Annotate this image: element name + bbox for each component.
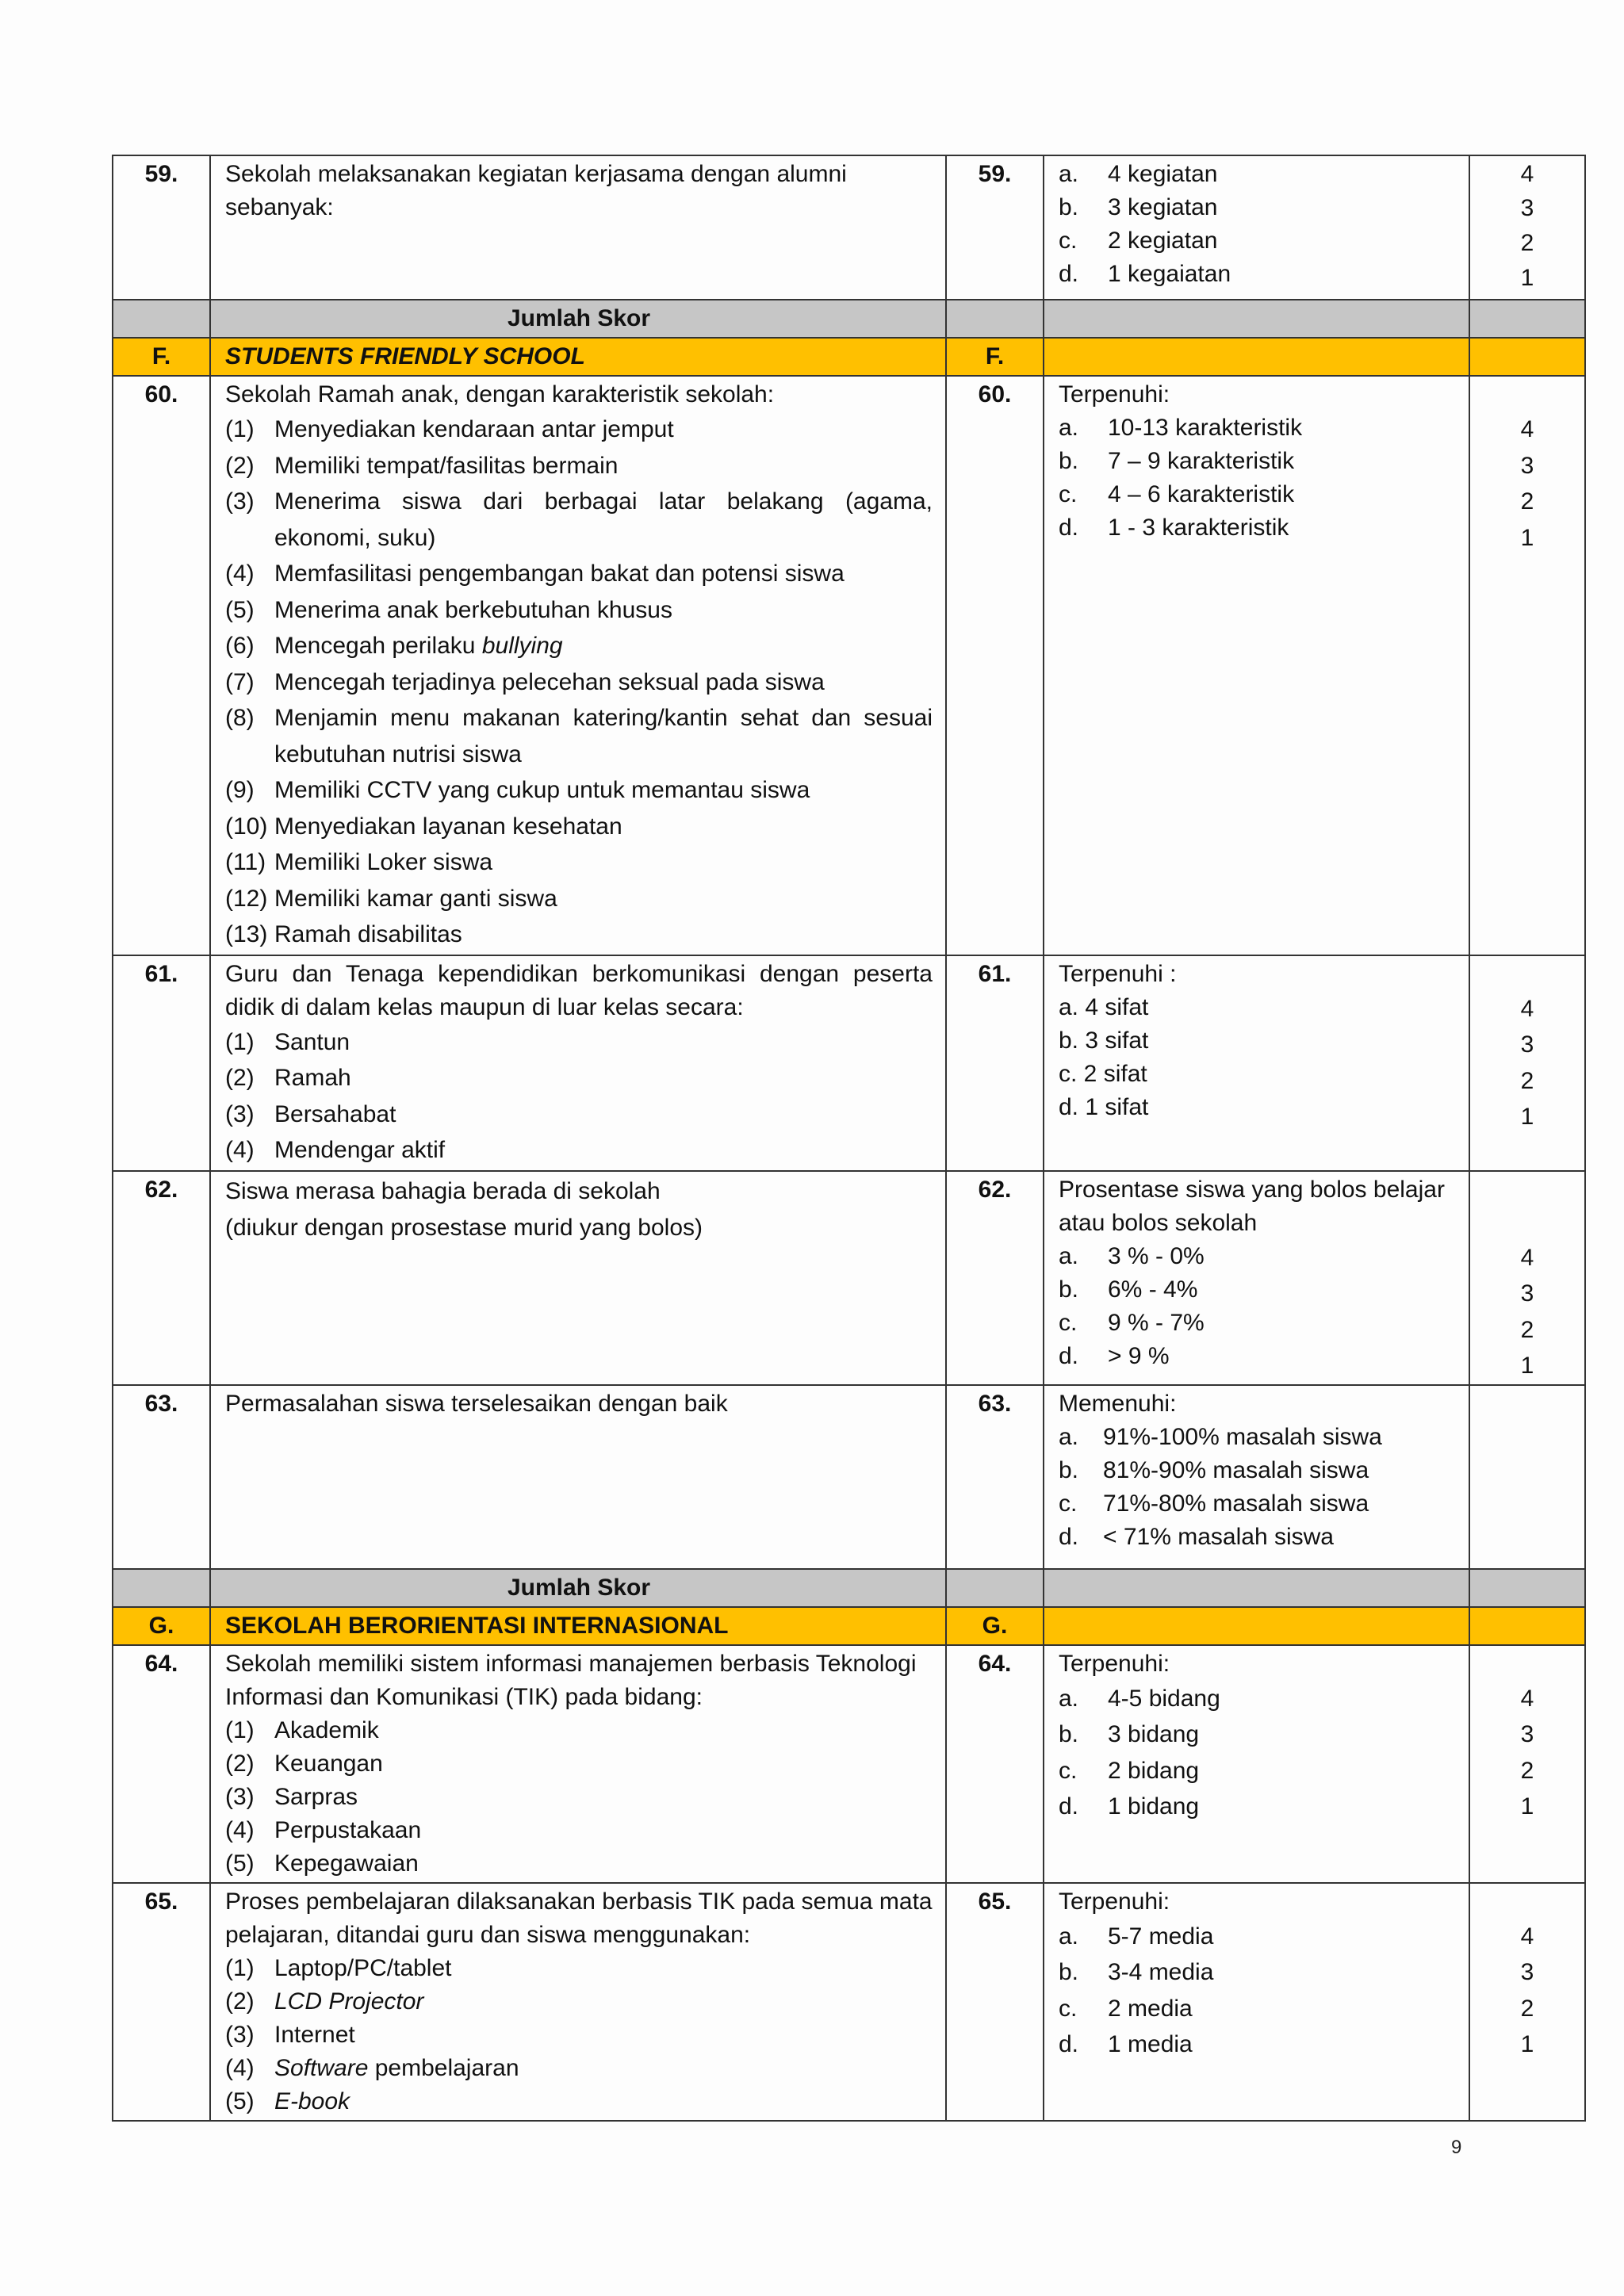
item-scores (1469, 1171, 1585, 1385)
option-text: 4 kegiatan (1108, 161, 1218, 187)
score-value: 4 (1520, 995, 1534, 1022)
item-index: (7) (225, 668, 255, 695)
item-index: (8) (225, 705, 255, 731)
table-row (113, 1171, 1585, 1385)
question-text: Siswa merasa bahagia berada di sekolah (225, 1177, 661, 1204)
list-item (225, 2085, 933, 2118)
item-number-ref: 60. (946, 376, 1044, 955)
item-number-ref: 61. (946, 955, 1044, 1171)
section-row (113, 338, 1585, 376)
option-item (1059, 1240, 1456, 1273)
item-text: Mencegah terjadinya pelecehan seksual pada siswa (274, 668, 825, 695)
score-value: 4 (1520, 161, 1534, 187)
score-value: 3 (1520, 1280, 1534, 1307)
option-item (1059, 1954, 1456, 1991)
list-item (225, 411, 933, 448)
item-index: (12) (225, 885, 268, 912)
item-question (210, 155, 946, 300)
item-text: Akademik (274, 1716, 379, 1743)
list-item (225, 1847, 933, 1881)
item-text: Menyediakan layanan kesehatan (274, 813, 622, 840)
option-text: 1 bidang (1108, 1793, 1200, 1820)
question-text: Sekolah melaksanakan kegiatan kerjasama dengan alumni sebanyak: (225, 161, 847, 220)
item-question (210, 1645, 946, 1883)
item-options (1044, 1645, 1469, 1883)
option-text: 10-13 karakteristik (1108, 415, 1303, 441)
options-list (1059, 1681, 1456, 1825)
item-text: Kepegawaian (274, 1850, 419, 1877)
list-item (225, 592, 933, 629)
option-letter: b. (1059, 1276, 1079, 1303)
score-value: 4 (1520, 416, 1534, 442)
list-item (225, 1781, 933, 1814)
section-letter-ref: F. (946, 338, 1044, 376)
list-item (225, 1747, 933, 1781)
option-item (1059, 411, 1456, 445)
option-letter: c. (1059, 228, 1078, 254)
list-item (225, 1814, 933, 1847)
item-text: Internet (274, 2021, 355, 2048)
option-letter: b. (1059, 448, 1079, 474)
list-item (225, 556, 933, 592)
item-scores (1469, 955, 1585, 1171)
option-letter: c. (1059, 1995, 1078, 2022)
item-question (210, 1385, 946, 1569)
section-row (113, 1607, 1585, 1645)
score-value: 2 (1520, 1995, 1534, 2022)
question-text: Permasalahan siswa terselesaikan dengan baik (225, 1390, 728, 1417)
item-question (210, 376, 946, 955)
criteria-text: Terpenuhi: (1059, 381, 1170, 408)
option-item (1059, 1716, 1456, 1753)
fields-list (225, 1714, 933, 1881)
table-row (113, 376, 1585, 955)
item-question (210, 1171, 946, 1385)
criteria-table (112, 155, 1586, 2122)
option-letter: a. (1059, 1242, 1079, 1269)
item-options (1044, 955, 1469, 1171)
item-text: Laptop/PC/tablet (274, 1954, 452, 1981)
score-value: 1 (1520, 1793, 1534, 1820)
option-text: 3 kegiatan (1108, 194, 1218, 220)
question-text: Proses pembelajaran dilaksanakan berbasis TIK pada semua mata pelajaran, ditandai guru dan siswa menggunakan: (225, 1888, 933, 1948)
item-text: LCD Projector (274, 1988, 424, 2015)
list-item (225, 1024, 933, 1061)
score-value: 3 (1520, 452, 1534, 479)
item-index: (1) (225, 1954, 255, 1981)
table-row (113, 955, 1585, 1171)
item-text: Ramah disabilitas (274, 921, 462, 947)
question-text: Sekolah memiliki sistem informasi manajemen berbasis Teknologi Informasi dan Komunikasi (TIK) pada bidang: (225, 1650, 917, 1710)
score-value: 1 (1520, 524, 1534, 551)
option-item (1059, 478, 1456, 511)
option-item (1059, 511, 1456, 545)
option-letter: d. (1059, 1523, 1079, 1550)
option-text: > 9 % (1108, 1342, 1170, 1369)
option-letter: b. (1059, 1959, 1079, 1985)
item-index: (3) (225, 1100, 255, 1127)
list-item (225, 1714, 933, 1747)
score-value: 2 (1520, 488, 1534, 515)
section-title: SEKOLAH BERORIENTASI INTERNASIONAL (210, 1607, 946, 1645)
option-text: 2 bidang (1108, 1757, 1200, 1784)
item-index: (1) (225, 1028, 255, 1055)
item-text: Memfasilitasi pengembangan bakat dan potensi siswa (274, 561, 845, 587)
option-item (1059, 1681, 1456, 1717)
sum-label: Jumlah Skor (210, 1569, 946, 1607)
item-index: (2) (225, 1988, 255, 2015)
option-item (1059, 2026, 1456, 2063)
option-item (1059, 1307, 1456, 1340)
option-item (1059, 1273, 1456, 1307)
option-letter: d. (1059, 515, 1079, 541)
item-text: Memiliki tempat/fasilitas bermain (274, 452, 619, 479)
list-item (225, 809, 933, 845)
list-item (225, 844, 933, 881)
option-item (1059, 258, 1456, 291)
item-index: (11) (225, 849, 266, 875)
item-number: 60. (113, 376, 210, 955)
item-index: (5) (225, 1850, 255, 1877)
option-letter: d. (1059, 1342, 1079, 1369)
option-item (1059, 1991, 1456, 2027)
item-scores (1469, 1883, 1585, 2121)
item-text: Keuangan (274, 1750, 383, 1777)
option-letter: d. (1059, 1793, 1079, 1820)
item-number-ref: 62. (946, 1171, 1044, 1385)
item-index: (3) (225, 1783, 255, 1810)
options-list (1059, 158, 1456, 291)
score-value: 1 (1520, 1104, 1534, 1130)
option-text: 1 kegaiatan (1108, 261, 1231, 287)
option-text: 9 % - 7% (1108, 1309, 1205, 1336)
item-question (210, 955, 946, 1171)
item-text: Mendengar aktif (274, 1137, 446, 1163)
question-note: (diukur dengan prosestase murid yang bolos) (225, 1214, 703, 1241)
score-value: 3 (1520, 1721, 1534, 1747)
characteristics-list (225, 411, 933, 953)
item-options (1044, 1385, 1469, 1569)
item-text: Mencegah perilaku bullying (274, 633, 563, 659)
item-index: (9) (225, 777, 255, 803)
option-item (1059, 1340, 1456, 1373)
item-number: 64. (113, 1645, 210, 1883)
item-index: (2) (225, 1750, 255, 1777)
option-text: 6% - 4% (1108, 1276, 1198, 1303)
score-value: 2 (1520, 1067, 1534, 1094)
option-item (1059, 1789, 1456, 1825)
sum-row (113, 1569, 1585, 1607)
option-text: 5-7 media (1108, 1923, 1214, 1950)
item-index: (4) (225, 1137, 255, 1163)
item-scores (1469, 1385, 1585, 1569)
item-text: Perpustakaan (274, 1816, 422, 1843)
option-item: c. 2 sifat (1059, 1060, 1147, 1087)
option-letter: b. (1059, 1721, 1079, 1747)
item-text: Bersahabat (274, 1100, 396, 1127)
score-value: 2 (1520, 230, 1534, 256)
option-item: d. 1 sifat (1059, 1093, 1149, 1120)
item-text: Memiliki CCTV yang cukup untuk memantau siswa (274, 777, 810, 803)
score-value: 1 (1520, 1353, 1534, 1379)
option-text: 7 – 9 karakteristik (1108, 448, 1295, 474)
options-list (1059, 1919, 1456, 2063)
item-options (1044, 376, 1469, 955)
option-item: a. 4 sifat (1059, 993, 1149, 1020)
option-letter: d. (1059, 261, 1079, 287)
option-text: 3 % - 0% (1108, 1242, 1205, 1269)
item-index: (1) (225, 416, 255, 442)
item-index: (3) (225, 2021, 255, 2048)
item-text: E-book (274, 2087, 350, 2114)
table-row (113, 1385, 1585, 1569)
score-value: 2 (1520, 1316, 1534, 1343)
item-index: (4) (225, 1816, 255, 1843)
option-item (1059, 224, 1456, 258)
option-item (1059, 1421, 1456, 1454)
list-item (225, 772, 933, 809)
list-item (225, 700, 933, 772)
option-item: b. 3 sifat (1059, 1027, 1149, 1054)
list-item (225, 1132, 933, 1169)
item-number: 59. (113, 155, 210, 300)
option-text: 91%-100% masalah siswa (1103, 1423, 1382, 1450)
criteria-text: Terpenuhi: (1059, 1650, 1170, 1677)
item-index: (1) (225, 1716, 255, 1743)
list-item (225, 1985, 933, 2019)
criteria-text: Terpenuhi : (1059, 960, 1177, 987)
item-text: Menyediakan kendaraan antar jemput (274, 416, 674, 442)
option-letter: a. (1059, 1685, 1079, 1712)
option-letter: a. (1059, 1923, 1079, 1950)
criteria-text: Prosentase siswa yang bolos belajar atau bolos sekolah (1059, 1176, 1445, 1236)
item-index: (5) (225, 2087, 255, 2114)
option-text: 71%-80% masalah siswa (1103, 1490, 1369, 1517)
score-value: 3 (1520, 1031, 1534, 1058)
option-letter: d. (1059, 2031, 1079, 2057)
options-list (1059, 1421, 1456, 1554)
item-options (1044, 1883, 1469, 2121)
item-question (210, 1883, 946, 2121)
item-index: (6) (225, 633, 255, 659)
item-scores (1469, 1645, 1585, 1883)
item-index: (5) (225, 596, 255, 623)
table-row (113, 1645, 1585, 1883)
list-item (225, 448, 933, 484)
score-value: 4 (1520, 1923, 1534, 1950)
item-text: Sarpras (274, 1783, 358, 1810)
item-text: Menerima anak berkebutuhan khusus (274, 596, 672, 623)
item-number-ref: 63. (946, 1385, 1044, 1569)
item-index: (4) (225, 561, 255, 587)
list-item (225, 2052, 933, 2085)
item-index: (3) (225, 488, 255, 515)
question-text: Guru dan Tenaga kependidikan berkomunikasi dengan peserta didik di dalam kelas maupun di luar kelas secara: (225, 960, 933, 1020)
item-text: Memiliki Loker siswa (274, 849, 493, 875)
item-text: Menjamin menu makanan katering/kantin sehat dan sesuai kebutuhan nutrisi siswa (274, 705, 933, 767)
option-letter: b. (1059, 1456, 1079, 1483)
item-number-ref: 64. (946, 1645, 1044, 1883)
option-item (1059, 191, 1456, 224)
criteria-text: Memenuhi: (1059, 1390, 1177, 1417)
item-scores (1469, 155, 1585, 300)
item-text: Ramah (274, 1065, 351, 1091)
score-value: 3 (1520, 195, 1534, 221)
item-number-ref: 59. (946, 155, 1044, 300)
list-item (225, 881, 933, 917)
item-options (1044, 155, 1469, 300)
item-index: (2) (225, 1065, 255, 1091)
section-letter: G. (113, 1607, 210, 1645)
item-index: (4) (225, 2054, 255, 2081)
list-item (225, 1096, 933, 1133)
item-options (1044, 1171, 1469, 1385)
score-value: 3 (1520, 1959, 1534, 1985)
list-item (225, 2019, 933, 2052)
option-text: 1 - 3 karakteristik (1108, 515, 1289, 541)
sum-label: Jumlah Skor (210, 300, 946, 338)
option-text: < 71% masalah siswa (1103, 1523, 1334, 1550)
item-text: Software pembelajaran (274, 2054, 519, 2081)
option-letter: b. (1059, 194, 1079, 220)
option-item (1059, 1487, 1456, 1521)
list-item (225, 484, 933, 556)
option-letter: c. (1059, 481, 1078, 507)
option-letter: c. (1059, 1309, 1078, 1336)
criteria-text: Terpenuhi: (1059, 1888, 1170, 1915)
section-letter: F. (113, 338, 210, 376)
option-text: 3-4 media (1108, 1959, 1214, 1985)
option-item (1059, 445, 1456, 478)
option-letter: c. (1059, 1757, 1078, 1784)
option-letter: a. (1059, 415, 1079, 441)
list-item (225, 628, 933, 664)
list-item (225, 916, 933, 953)
item-number: 61. (113, 955, 210, 1171)
item-text: Menerima siswa dari berbagai latar belakang (agama, ekonomi, suku) (274, 488, 933, 551)
table-row (113, 155, 1585, 300)
options-list (1059, 411, 1456, 545)
item-index: (13) (225, 921, 268, 947)
option-item (1059, 158, 1456, 191)
option-item (1059, 1454, 1456, 1487)
option-text: 2 media (1108, 1995, 1193, 2022)
score-value: 2 (1520, 1757, 1534, 1784)
option-text: 2 kegiatan (1108, 228, 1218, 254)
option-item (1059, 1521, 1456, 1554)
item-scores (1469, 376, 1585, 955)
item-number-ref: 65. (946, 1883, 1044, 2121)
item-text: Memiliki kamar ganti siswa (274, 885, 557, 912)
item-text: Santun (274, 1028, 350, 1055)
item-number: 63. (113, 1385, 210, 1569)
option-text: 81%-90% masalah siswa (1103, 1456, 1369, 1483)
score-value: 1 (1520, 265, 1534, 291)
score-value: 4 (1520, 1685, 1534, 1712)
item-number: 62. (113, 1171, 210, 1385)
page-number: 9 (1451, 2137, 1462, 2158)
score-value: 1 (1520, 2031, 1534, 2057)
section-letter-ref: G. (946, 1607, 1044, 1645)
option-text: 1 media (1108, 2031, 1193, 2057)
option-letter: a. (1059, 161, 1079, 187)
question-text: Sekolah Ramah anak, dengan karakteristik sekolah: (225, 381, 775, 408)
qualities-list (225, 1024, 933, 1169)
option-text: 4-5 bidang (1108, 1685, 1220, 1712)
score-value: 4 (1520, 1244, 1534, 1271)
option-text: 4 – 6 karakteristik (1108, 481, 1295, 507)
table-row (113, 1883, 1585, 2121)
media-list (225, 1952, 933, 2118)
option-item (1059, 1753, 1456, 1789)
item-number: 65. (113, 1883, 210, 2121)
options-list (1059, 1240, 1456, 1373)
item-index: (2) (225, 452, 255, 479)
option-letter: a. (1059, 1423, 1079, 1450)
list-item (225, 1060, 933, 1096)
list-item (225, 664, 933, 701)
item-index: (10) (225, 813, 268, 840)
option-text: 3 bidang (1108, 1721, 1200, 1747)
list-item (225, 1952, 933, 1985)
option-item (1059, 1919, 1456, 1955)
section-title: STUDENTS FRIENDLY SCHOOL (210, 338, 946, 376)
sum-row (113, 300, 1585, 338)
option-letter: c. (1059, 1490, 1078, 1517)
